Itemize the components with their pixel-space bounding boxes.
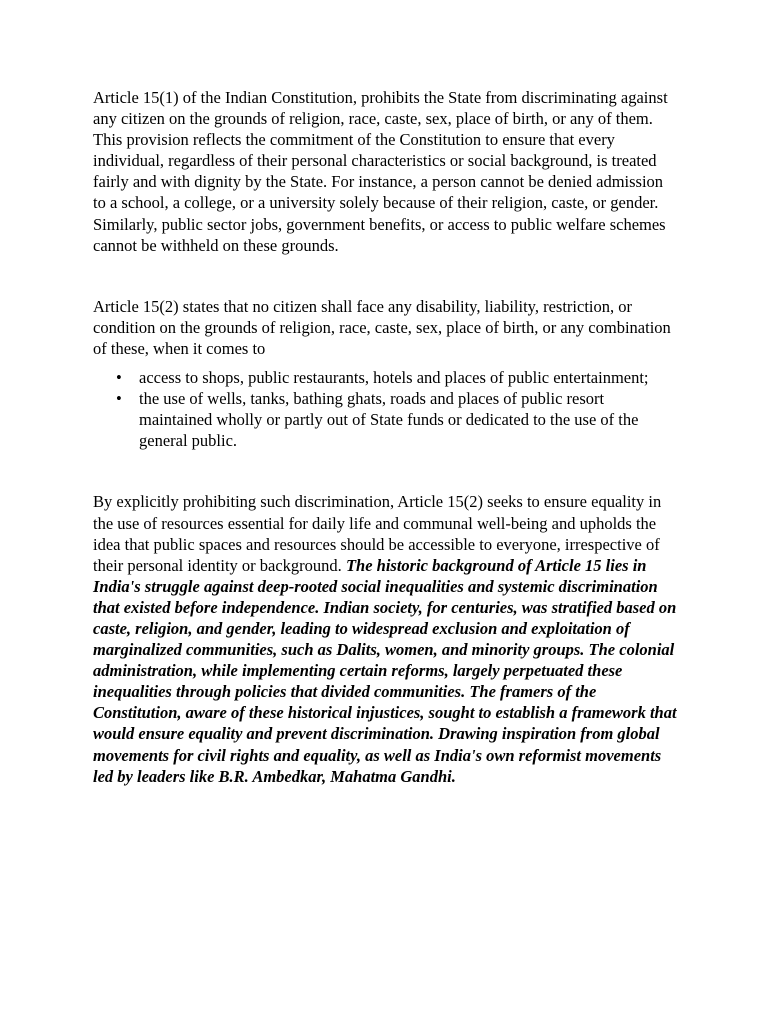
paragraph-article-15-2: Article 15(2) states that no citizen shall face any disability, liability, restriction, or condition on the grounds of religion, race, caste, sex, place of birth, or any combination of these, when it comes to: [93, 296, 671, 358]
paragraph-emphasis-text: The historic background of Article 15 lies in India's struggle against deep-rooted social inequalities and systemic discrimination that existed before independence. Indian society, for centuries, was stratified based on caste, religion, and gender, leading to widespread exclusion and exploitation of marginalized communities, such as Dalits, women, and minority groups. The colonial administration, while implementing certain reforms, largely perpetuated these inequalities through policies that divided communities. The framers of the Constitution, aware of these historical injustices, sought to establish a framework that would ensure equality and prevent discrimination. Drawing inspiration from global movements for civil rights and equality, as well as India's own reformist movements led by leaders like B.R. Ambedkar, Mahatma Gandhi.: [93, 555, 677, 786]
list-item: [93, 367, 678, 388]
bullet-icon: •: [116, 368, 122, 388]
list-item: [93, 388, 678, 451]
paragraph-article-15-1: Article 15(1) of the Indian Constitution, prohibits the State from discriminating against any citizen on the grounds of religion, race, caste, sex, place of birth, or any of them. This provision reflects the commitment of the Constitution to ensure that every individual, regardless of their personal characteristics or social background, is treated fairly and with dignity by the State. For instance, a person cannot be denied admission to a school, a college, or a university solely because of their religion, caste, or gender. Similarly, public sector jobs, government benefits, or access to public welfare schemes cannot be withheld on these grounds.: [93, 88, 668, 255]
bullet-list: [93, 367, 678, 451]
paragraph-regular-text: By explicitly prohibiting such discrimination, Article 15(2) seeks to ensure equality in the use of resources essential for daily life and communal well-being and upholds the idea that public spaces and resources should be accessible to everyone, irrespective of their personal identity or background.: [93, 492, 662, 575]
bullet-icon: •: [116, 389, 122, 409]
list-item-text: access to shops, public restaurants, hotels and places of public entertainment;: [139, 368, 649, 388]
document-page: [93, 87, 678, 787]
paragraph-historic-background: [93, 491, 678, 786]
list-item-text: the use of wells, tanks, bathing ghats, roads and places of public resort maintained wholly or partly out of State funds or dedicated to the use of the general public.: [139, 389, 639, 451]
